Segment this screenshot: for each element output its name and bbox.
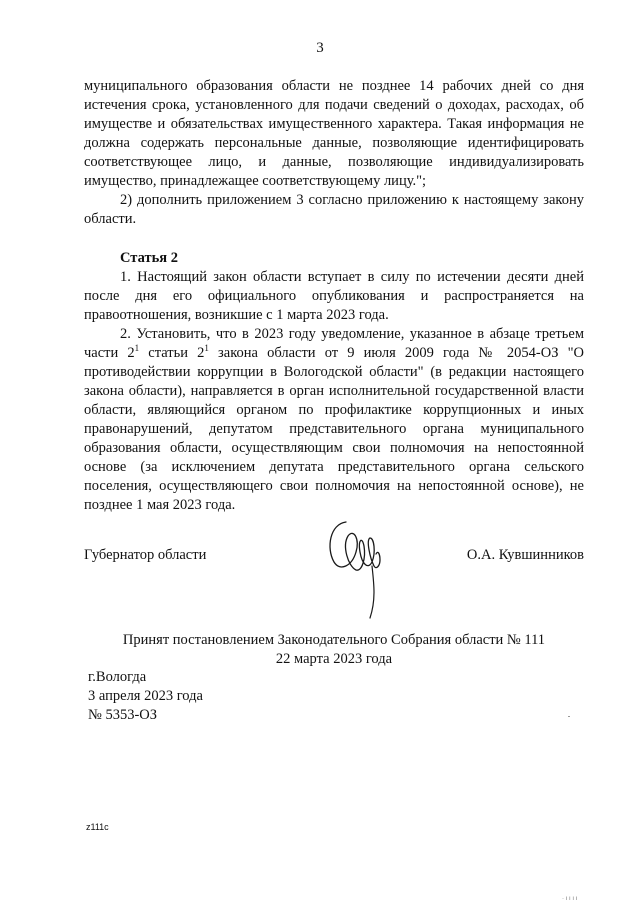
signer-position: Губернатор области [84,547,207,563]
article-paragraph-2-part-c: закона области от 9 июля 2009 года № 2054-ОЗ "О противодействии коррупции в Вологодской области" (в редакции настоящего закона области), направляется в орган исполнительной государственной власти области, являющийся органом по профилактике коррупционных и иных правонарушений, депутатом представительного органа муниципального образования области, осуществляющим свои полномочия на непостоянной основе (за исключением депутата представительного органа сельского поселения, осуществляющего свои полномочия на непостоянной основе), не позднее 1 мая 2023 года. [84,345,584,513]
footer-info [88,668,203,725]
article-title: Статья 2 [120,250,178,266]
superscript-1: 1 [134,343,140,354]
scan-marks: · ı ı ı ı [562,896,578,902]
document-code: z111c [86,822,109,832]
law-number: № 5353-ОЗ [88,707,158,723]
article-paragraph-2-part-b: статьи 2 [139,345,205,361]
page-number: 3 [316,40,324,56]
signer-name: О.А. Кувшинников [466,547,584,563]
body-text [84,77,584,515]
adoption-line-2: 22 марта 2023 года [275,651,393,667]
handwritten-signature [318,514,398,624]
city: г.Вологда [88,669,147,685]
article-paragraph-1: 1. Настоящий закон области вступает в силу по истечении десяти дней после дня его официального опубликования и распространяется на правоотношения, возникшие с 1 марта 2023 года. [84,269,584,323]
adoption-note [84,631,584,669]
article-paragraph-2 [84,325,584,515]
scan-dot [568,716,570,717]
adoption-line-1: Принят постановлением Законодательного Собрания области № 111 [122,632,546,648]
point-2-paragraph: 2) дополнить приложением 3 согласно приложению к настоящему закону области. [84,192,584,227]
continuation-paragraph: муниципального образования области не позднее 14 рабочих дней со дня истечения срока, установленного для подачи сведений о доходах, расходах, об имуществе и обязательствах имущественного характера. Такая информация не должна содержать персональные данные, позволяющие идентифицировать соответствующее лицо, и данные, позволяющие индивидуализировать имущество, принадлежащее соответствующему лицу."; [84,78,584,189]
article-paragraph-2-part-a: 2. Установить, что в 2023 году уведомление, указанное в абзаце третьем части 2 [84,326,584,361]
superscript-2: 1 [204,343,209,354]
law-date: 3 апреля 2023 года [88,688,203,704]
